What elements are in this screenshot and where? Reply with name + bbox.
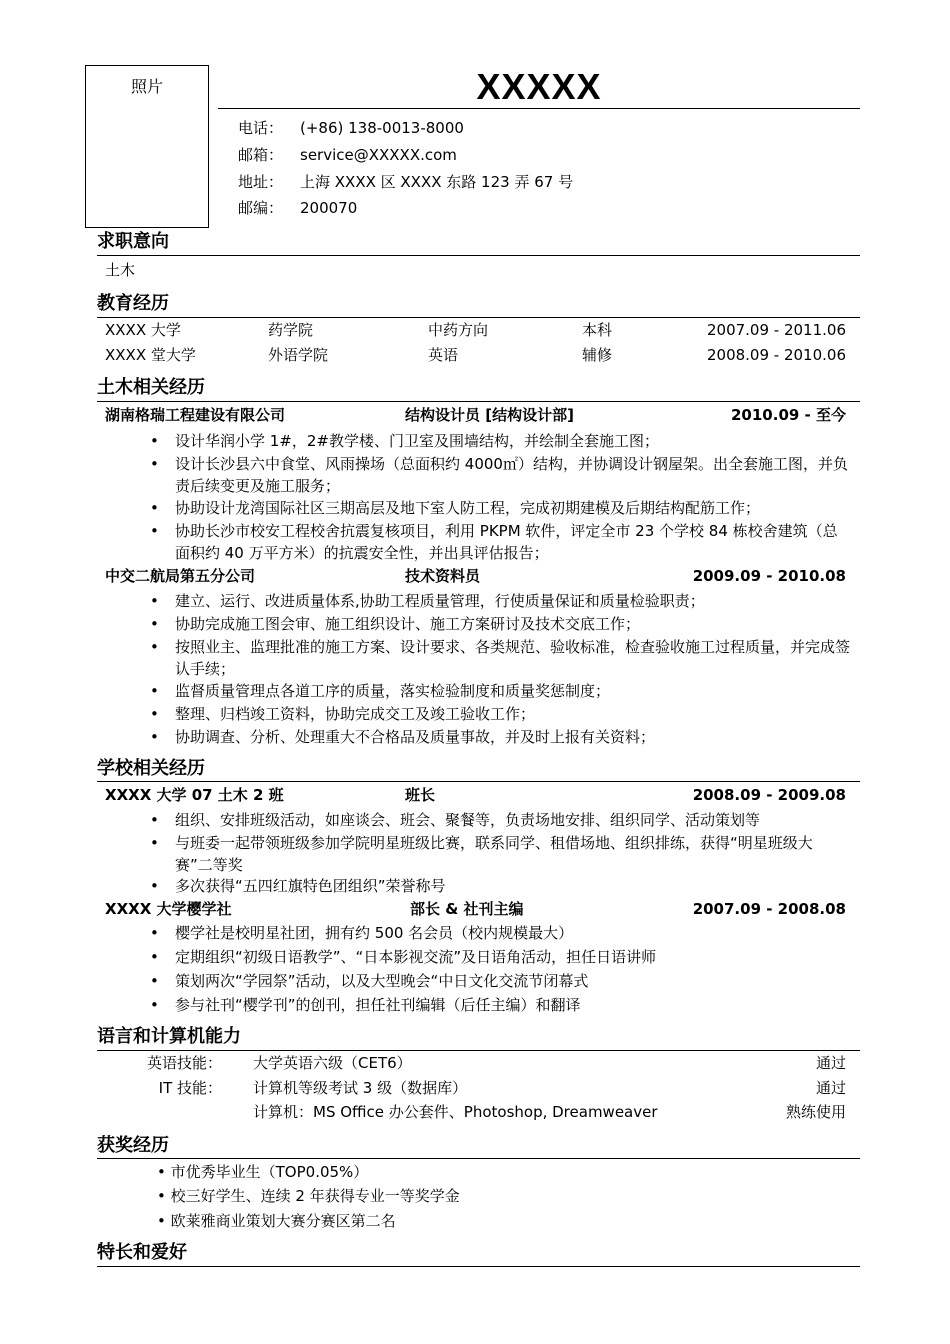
contact-value: service@XXXXX.com — [300, 146, 457, 164]
skill-label: 英语技能： — [146, 1054, 222, 1072]
section-title-objective: 求职意向 — [97, 231, 169, 252]
photo-label: 照片 — [130, 77, 163, 96]
job-company: 中交二航局第五分公司 — [105, 567, 256, 585]
contact-email — [238, 144, 457, 166]
job-company: XXXX 大学 07 土木 2 班 — [105, 786, 284, 804]
contact-value: (+86) 138-0013-8000 — [300, 119, 464, 137]
bullet-icon: • — [157, 1187, 166, 1205]
contact-postcode — [238, 197, 357, 219]
edu-major: 中药方向 — [428, 321, 489, 339]
section-divider — [97, 317, 860, 318]
bullet-icon: • — [150, 682, 159, 700]
edu-major: 英语 — [428, 346, 459, 364]
list-item: • 设计长沙县六中食堂、风雨操场（总面积约 4000㎡）结构，并协调设计钢屋架。出全套施工图，并负责后续变更及施工服务； — [150, 455, 848, 495]
bullet-icon: • — [150, 592, 159, 610]
list-item: • 协助长沙市校安工程校舍抗震复核项目，利用 PKPM 软件，评定全市 23 个学校 84 栋校舍建筑（总面积约 40 万平方米）的抗震安全性，并出具评估报告； — [150, 522, 838, 562]
list-item: • 整理、归档竣工资料，协助完成交工及竣工验收工作； — [150, 705, 536, 723]
skill-level: 熟练使用 — [785, 1103, 846, 1121]
bullet-icon: • — [150, 705, 159, 723]
job-period: 2007.09 - 2008.08 — [692, 900, 846, 918]
list-item: • 按照业主、监理批准的施工方案、设计要求、各类规范、验收标准，检查验收施工过程质量，并完成签认手续； — [150, 638, 851, 678]
contact-label: 邮箱： — [238, 146, 284, 164]
award-item: • 校三好学生、连续 2 年获得专业一等奖学金 — [157, 1187, 460, 1205]
list-item: • 监督质量管理点各道工序的质量，落实检验制度和质量奖惩制度； — [150, 682, 611, 700]
list-item: • 协助调查、分析、处理重大不合格品及质量事故，并及时上报有关资料； — [150, 728, 656, 746]
edu-college: 药学院 — [268, 321, 314, 339]
section-divider — [97, 781, 860, 782]
bullet-icon: • — [150, 834, 159, 852]
contact-label: 电话： — [238, 119, 284, 137]
job-period: 2008.09 - 2009.08 — [692, 786, 846, 804]
contact-label: 地址： — [238, 173, 284, 191]
list-item: • 组织、安排班级活动，如座谈会、班会、聚餐等，负责场地安排、组织同学、活动策划等 — [150, 811, 761, 829]
list-item: • 定期组织“初级日语教学”、“日本影视交流”及日语角活动，担任日语讲师 — [150, 948, 657, 966]
skill-level: 通过 — [815, 1079, 846, 1097]
list-item: • 樱学社是校明星社团，拥有约 500 名会员（校内规模最大） — [150, 924, 574, 942]
candidate-name: XXXXX — [476, 66, 602, 107]
job-company: XXXX 大学樱学社 — [105, 900, 232, 918]
list-item: • 多次获得“五四红旗特色团组织”荣誉称号 — [150, 877, 446, 895]
skill-desc: 大学英语六级（CET6） — [253, 1054, 412, 1072]
section-title-hobbies: 特长和爱好 — [97, 1242, 187, 1263]
objective-value: 土木 — [105, 261, 136, 279]
bullet-icon: • — [150, 615, 159, 633]
edu-school: XXXX 堂大学 — [105, 346, 196, 364]
edu-period: 2007.09 - 2011.06 — [706, 321, 846, 339]
bullet-icon: • — [150, 996, 159, 1014]
contact-value: 200070 — [300, 199, 358, 217]
photo-placeholder — [85, 65, 209, 228]
bullet-icon: • — [150, 728, 159, 746]
section-divider — [97, 401, 860, 402]
skill-desc: 计算机等级考试 3 级（数据库） — [253, 1079, 468, 1097]
job-period: 2010.09 - 至今 — [731, 406, 846, 424]
edu-degree: 本科 — [582, 321, 613, 339]
list-item: • 与班委一起带领班级参加学院明星班级比赛，联系同学、租借场地、组织排练，获得“明星班级大赛”二等奖 — [150, 834, 813, 874]
section-divider — [97, 1050, 860, 1051]
section-title-skills: 语言和计算机能力 — [97, 1026, 241, 1047]
list-item: • 协助设计龙湾国际社区三期高层及地下室人防工程，完成初期建模及后期结构配筋工作； — [150, 499, 761, 517]
contact-label: 邮编： — [238, 199, 284, 217]
edu-school: XXXX 大学 — [105, 321, 181, 339]
job-company: 湖南格瑞工程建设有限公司 — [105, 406, 286, 424]
edu-degree: 辅修 — [582, 346, 613, 364]
bullet-icon: • — [150, 455, 159, 473]
bullet-icon: • — [150, 499, 159, 517]
contact-value: 上海 XXXX 区 XXXX 东路 123 弄 67 号 — [300, 173, 574, 191]
section-divider — [97, 1158, 860, 1159]
name-divider — [218, 108, 860, 109]
skill-label: IT 技能： — [158, 1079, 222, 1097]
bullet-icon: • — [157, 1212, 166, 1230]
list-item: • 参与社刊“樱学刊”的创刊，担任社刊编辑（后任主编）和翻译 — [150, 996, 581, 1014]
job-role: 结构设计员 [结构设计部] — [405, 406, 574, 424]
job-role: 技术资料员 — [405, 567, 481, 585]
job-role: 班长 — [405, 786, 436, 804]
section-title-civil: 土木相关经历 — [97, 377, 205, 398]
bullet-icon: • — [150, 432, 159, 450]
list-item: • 策划两次“学园祭”活动，以及大型晚会“中日文化交流节闭幕式 — [150, 972, 589, 990]
section-title-education: 教育经历 — [97, 293, 169, 314]
job-role: 部长 & 社刊主编 — [410, 900, 524, 918]
bullet-icon: • — [150, 811, 159, 829]
section-title-school: 学校相关经历 — [97, 758, 205, 779]
section-title-awards: 获奖经历 — [97, 1135, 169, 1156]
bullet-icon: • — [150, 972, 159, 990]
award-item: • 欧莱雅商业策划大赛分赛区第二名 — [157, 1212, 396, 1230]
bullet-icon: • — [150, 924, 159, 942]
section-divider — [97, 255, 860, 256]
bullet-icon: • — [150, 948, 159, 966]
job-period: 2009.09 - 2010.08 — [692, 567, 846, 585]
bullet-icon: • — [150, 638, 159, 656]
edu-college: 外语学院 — [268, 346, 329, 364]
list-item: • 协助完成施工图会审、施工组织设计、施工方案研讨及技术交底工作； — [150, 615, 641, 633]
section-divider — [97, 1266, 860, 1267]
contact-address — [238, 171, 573, 193]
bullet-icon: • — [157, 1163, 166, 1181]
skill-level: 通过 — [815, 1054, 846, 1072]
skill-desc: 计算机：MS Office 办公套件、Photoshop, Dreamweaver — [253, 1103, 658, 1121]
bullet-icon: • — [150, 877, 159, 895]
bullet-icon: • — [150, 522, 159, 540]
list-item: • 设计华润小学 1#，2#教学楼、门卫室及围墙结构，并绘制全套施工图； — [150, 432, 659, 450]
contact-phone — [238, 117, 464, 139]
award-item: • 市优秀毕业生（TOP0.05%） — [157, 1163, 369, 1181]
list-item: • 建立、运行、改进质量体系,协助工程质量管理，行使质量保证和质量检验职责； — [150, 592, 705, 610]
edu-period: 2008.09 - 2010.06 — [706, 346, 846, 364]
